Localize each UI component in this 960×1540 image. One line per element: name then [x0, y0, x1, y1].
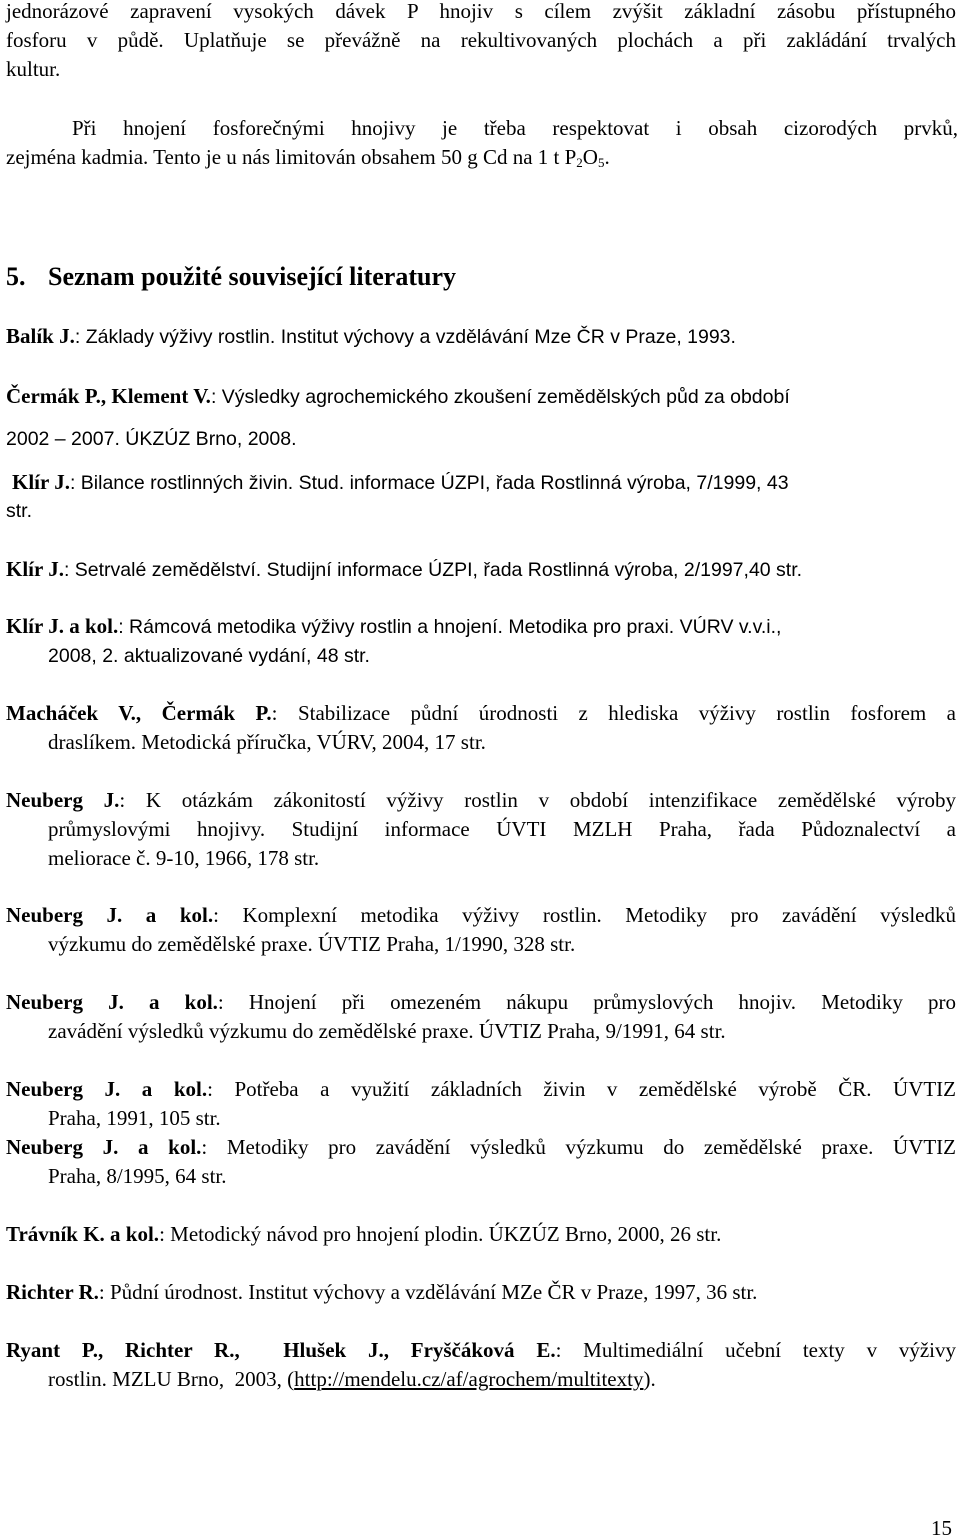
reference-neuberg-1: Neuberg J.: K otázkám zákonitostí výživy rostlin v období intenzifikace zemědělské výroby — [6, 788, 956, 812]
reference-neuberg-4-cont: Praha, 1991, 105 str. — [48, 1106, 221, 1130]
reference-cermak-klement: Čermák P., Klement V.: Výsledky agrochemického zkoušení zemědělských půd za období — [6, 384, 790, 408]
reference-neuberg-2: Neuberg J. a kol.: Komplexní metodika výživy rostlin. Metodiky pro zavádění výsledků — [6, 903, 956, 927]
section-title: Seznam použité související literatury — [48, 262, 456, 291]
reference-richter: Richter R.: Půdní úrodnost. Institut výchovy a vzdělávání MZe ČR v Praze, 1997, 36 str. — [6, 1280, 758, 1304]
reference-ryant-cont: rostlin. MZLU Brno, 2003, (http://mendelu.cz/af/agrochem/multitexty). — [48, 1367, 656, 1391]
reference-travnik: Trávník K. a kol.: Metodický návod pro hnojení plodin. ÚKZÚZ Brno, 2000, 26 str. — [6, 1222, 722, 1246]
intro-line-2: fosforu v půdě. Uplatňuje se převážně na rekultivovaných plochách a při zakládání trvalých — [6, 28, 956, 52]
reference-klir-2: Klír J.: Setrvalé zemědělství. Studijní informace ÚZPI, řada Rostlinná výroba, 2/1997,40 str. — [6, 557, 803, 581]
intro-line-1: jednorázové zapravení vysokých dávek P hnojiv s cílem zvýšit základní zásobu přístupného — [6, 0, 956, 23]
reference-neuberg-3: Neuberg J. a kol.: Hnojení při omezeném nákupu průmyslových hnojiv. Metodiky pro — [6, 990, 956, 1014]
multitexty-link[interactable]: http://mendelu.cz/af/agrochem/multitexty — [294, 1367, 644, 1391]
reference-balik: Balík J.: Základy výživy rostlin. Institut výchovy a vzdělávání Mze ČR v Praze, 1993. — [6, 324, 736, 348]
reference-cermak-klement-cont: 2002 – 2007. ÚKZÚZ Brno, 2008. — [6, 428, 297, 450]
reference-klir-1: Klír J.: Bilance rostlinných živin. Stud. informace ÚZPI, řada Rostlinná výroba, 7/1999, 43 — [12, 470, 789, 494]
reference-neuberg-1-cont-2: meliorace č. 9-10, 1966, 178 str. — [48, 846, 320, 870]
reference-machacek-cermak: Macháček V., Čermák P.: Stabilizace půdní úrodnosti z hlediska výživy rostlin fosforem a — [6, 701, 956, 725]
intro-line-3: kultur. — [6, 57, 61, 81]
reference-ryant: Ryant P., Richter R., Hlušek J., Fryščáková E.: Multimediální učební texty v výživy — [6, 1338, 956, 1362]
section-number: 5. — [6, 262, 26, 291]
section-heading — [6, 262, 456, 292]
reference-neuberg-2-cont: výzkumu do zemědělské praxe. ÚVTIZ Praha, 1/1990, 328 str. — [48, 932, 576, 956]
reference-neuberg-4: Neuberg J. a kol.: Potřeba a využití základních živin v zemědělské výrobě ČR. ÚVTIZ — [6, 1077, 957, 1101]
paragraph-cadmium-line-1: Při hnojení fosforečnými hnojivy je třeba respektovat i obsah cizorodých prvků, — [72, 116, 958, 140]
reference-neuberg-1-cont-1: průmyslovými hnojivy. Studijní informace ÚVTI MZLH Praha, řada Půdoznalectví a — [48, 817, 956, 841]
reference-neuberg-3-cont: zavádění výsledků výzkumu do zemědělské praxe. ÚVTIZ Praha, 9/1991, 64 str. — [48, 1019, 726, 1043]
reference-klir-1-cont: str. — [6, 500, 33, 522]
reference-neuberg-5-cont: Praha, 8/1995, 64 str. — [48, 1164, 227, 1188]
paragraph-cadmium-line-2: zejména kadmia. Tento je u nás limitován obsahem 50 g Cd na 1 t $P_2O_5$. — [6, 145, 610, 170]
reference-machacek-cermak-cont: draslíkem. Metodická příručka, VÚRV, 2004, 17 str. — [48, 730, 486, 754]
reference-klir-kol: Klír J. a kol.: Rámcová metodika výživy rostlin a hnojení. Metodika pro praxi. VÚRV v.v.i., — [6, 614, 782, 638]
page-number: 15 — [931, 1516, 952, 1540]
reference-neuberg-5: Neuberg J. a kol.: Metodiky pro zavádění výsledků výzkumu do zemědělské praxe. ÚVTIZ — [6, 1135, 957, 1159]
reference-klir-kol-cont: 2008, 2. aktualizované vydání, 48 str. — [48, 645, 370, 667]
